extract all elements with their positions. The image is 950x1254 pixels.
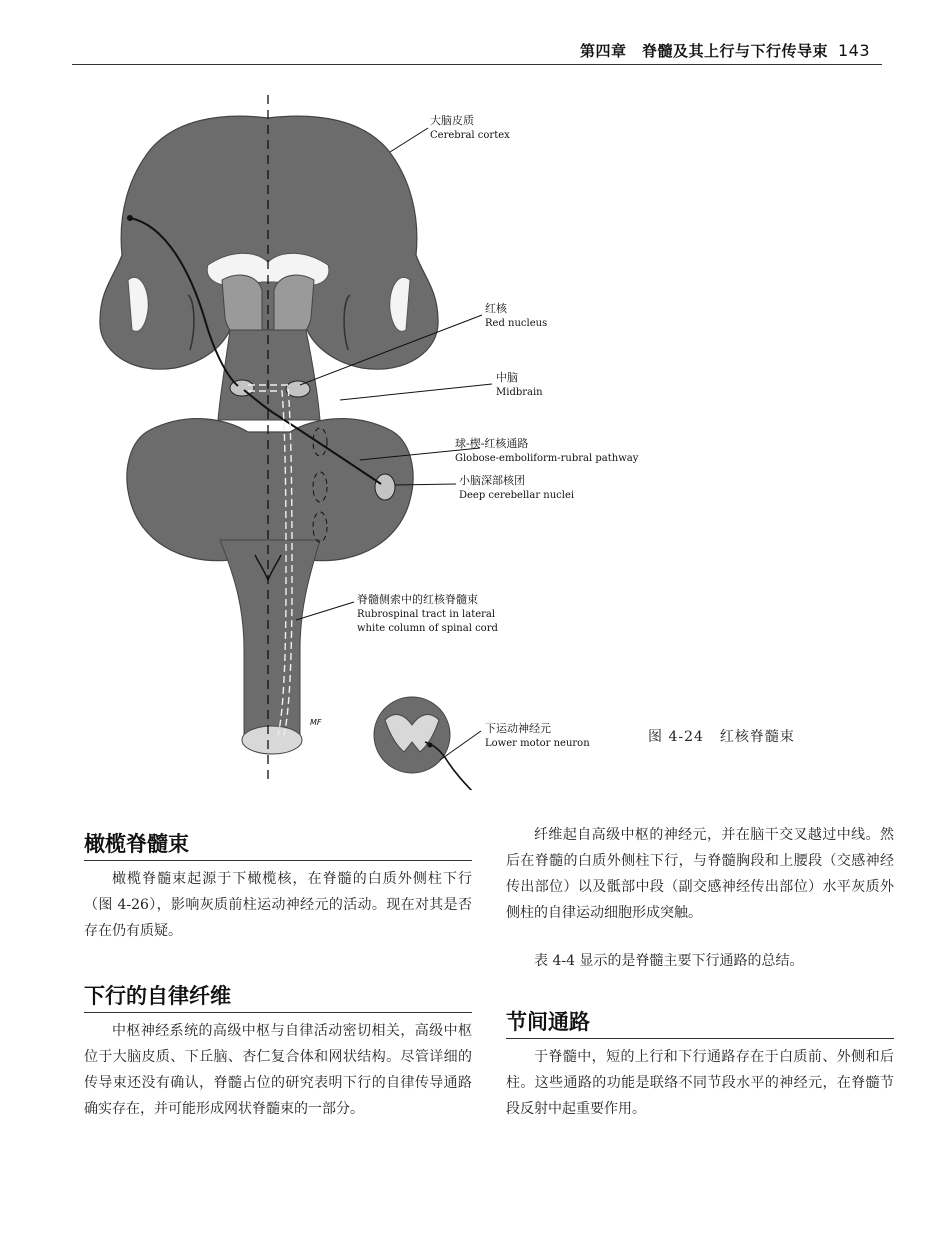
midbrain xyxy=(218,330,320,420)
label-deep-cerebellar-nuclei: 小脑深部核团 Deep cerebellar nuclei xyxy=(459,474,575,501)
label-midbrain: 中脑 Midbrain xyxy=(496,371,543,398)
label-globose-emboliform-rubral-pathway: 球-楔-红核通路 Globose-emboliform-rubral pathway xyxy=(455,437,639,464)
paragraph-autonomic: 中枢神经系统的高级中枢与自律活动密切相关，高级中枢位于大脑皮质、下丘脑、杏仁复合体和网状结构。尽管详细的传导束还没有确认，脊髓占位的研究表明下行的自律传导通路确实存在，并可能形成网状脊髓束的一部分。 xyxy=(84,1023,472,1117)
figure-caption-text: 红核脊髓束 xyxy=(719,729,795,745)
chapter-title: 第四章 脊髓及其上行与下行传导束 xyxy=(579,42,828,60)
deep-cerebellar-nucleus xyxy=(375,474,395,500)
figure-number: 图 4-24 xyxy=(648,729,704,745)
header-rule xyxy=(72,64,882,65)
spinal-cord-section xyxy=(242,726,302,754)
label-rubrospinal-tract: 脊髓侧索中的红核脊髓束 Rubrospinal tract in lateral white column of spinal cord xyxy=(357,593,498,634)
label-red-nucleus: 红核 Red nucleus xyxy=(485,302,548,329)
running-header xyxy=(580,40,870,61)
page-number: 143 xyxy=(837,41,870,60)
section-title-olivospinal: 橄榄脊髓束 xyxy=(84,828,472,861)
paragraph-table-reference: 表 4-4 显示的是脊髓主要下行通路的总结。 xyxy=(534,953,804,969)
spinal-cross-section xyxy=(374,697,482,790)
red-nucleus-right xyxy=(286,381,310,397)
figure-caption xyxy=(648,726,795,746)
section-title-intersegmental: 节间通路 xyxy=(506,1006,894,1039)
illustrator-signature: MF xyxy=(310,718,322,727)
paragraph-olivospinal: 橄榄脊髓束起源于下橄榄核，在脊髓的白质外侧柱下行（图 4-26），影响灰质前柱运动神经元的活动。现在对其是否存在仍有质疑。 xyxy=(84,871,472,939)
spinal-cord xyxy=(220,540,320,740)
paragraph-intersegmental: 于脊髓中，短的上行和下行通路存在于白质前、外侧和后柱。这些通路的功能是联络不同节段水平的神经元，在脊髓节段反射中起重要作用。 xyxy=(506,1049,894,1117)
rubrospinal-tract-illustration xyxy=(0,70,950,790)
label-cerebral-cortex: 大脑皮质 Cerebral cortex xyxy=(430,114,510,141)
label-lower-motor-neuron: 下运动神经元 Lower motor neuron xyxy=(485,722,590,749)
paragraph-autonomic-continued: 纤维起自高级中枢的神经元，并在脑干交叉越过中线。然后在脊髓的白质外侧柱下行，与脊髓胸段和上腰段（交感神经传出部位）以及骶部中段（副交感神经传出部位）水平灰质外侧柱的自律运动细胞形成突触。 xyxy=(506,827,894,921)
section-title-autonomic: 下行的自律纤维 xyxy=(84,980,472,1013)
cerebellum xyxy=(127,419,413,561)
